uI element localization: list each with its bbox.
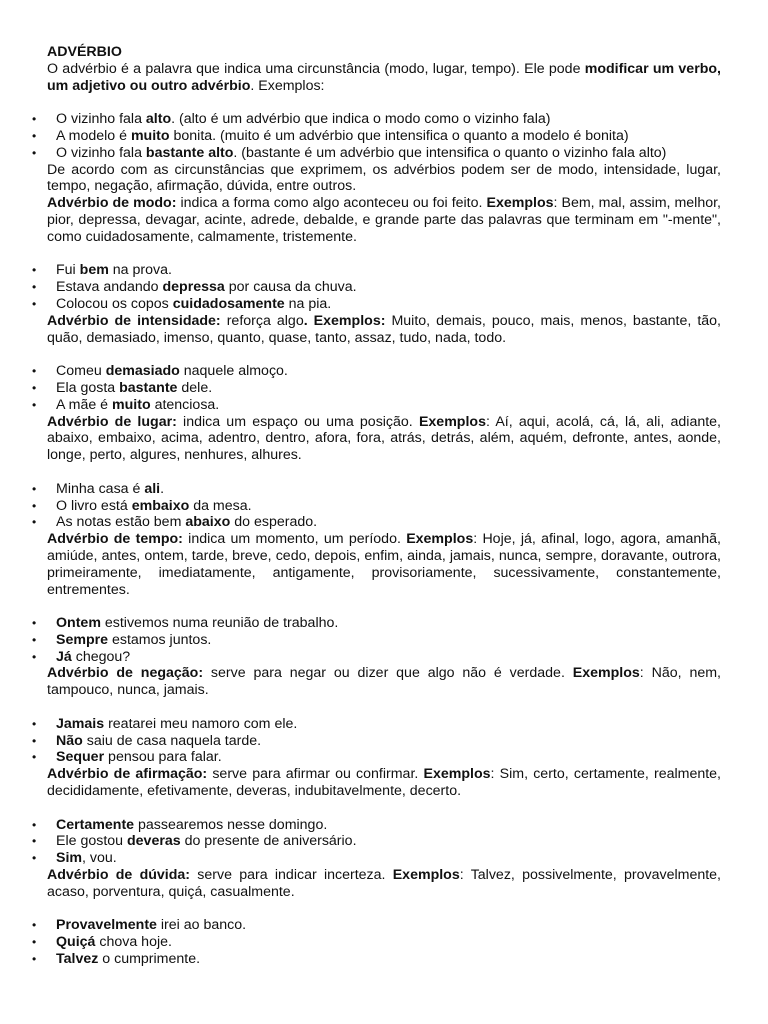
- bold-text: Exemplos: [486, 195, 554, 212]
- list-item: [32, 363, 721, 380]
- section-description: [47, 313, 721, 347]
- text-run: Fui: [56, 262, 80, 279]
- text-run: na pia.: [284, 295, 332, 312]
- bullet-icon: •: [32, 263, 37, 278]
- list-item: [32, 648, 721, 666]
- text-run: do presente de aniversário.: [180, 833, 357, 850]
- list-item: [32, 127, 721, 145]
- text-run: As notas estão bem: [56, 514, 186, 531]
- text-run: O vizinho fala: [56, 111, 146, 128]
- bullet-icon: •: [32, 952, 37, 967]
- text-run: estivemos numa reunião de trabalho.: [100, 615, 339, 632]
- text-run: chegou?: [71, 648, 131, 665]
- bold-text: Quiçá: [56, 934, 96, 951]
- bold-text: demasiado: [105, 363, 180, 380]
- bullet-icon: •: [32, 280, 37, 295]
- text-run: De acordo com as circunstâncias que exprimem, os advérbios podem ser de modo, intensidade, lugar, tempo, negação, afirmação, dúvida, entre outros.: [47, 161, 721, 195]
- section-description: [47, 531, 721, 598]
- example-bullet-list: [32, 480, 721, 531]
- section-description: [47, 414, 721, 464]
- text-run: da mesa.: [189, 497, 252, 514]
- text-run: A mãe é: [56, 396, 112, 413]
- text-run: : Aí, aqui, acolá, cá, lá, ali, adiante, abaixo, embaixo, acima, adentro, dentro, afora, fora, atrás, detrás, além, aquém, defronte, antes, aonde, longe, perto, algures, nenhures, alhures.: [47, 413, 721, 464]
- bullet-icon: •: [32, 649, 37, 664]
- text-run: estamos juntos.: [108, 631, 212, 648]
- text-run: Estava andando: [56, 279, 163, 296]
- list-item: [32, 379, 721, 397]
- example-bullet-list: [32, 917, 721, 968]
- text-run: O livro está: [56, 497, 132, 514]
- list-item: [32, 715, 721, 733]
- bullet-icon: •: [32, 481, 37, 496]
- bold-text: muito: [130, 127, 170, 144]
- bullet-icon: •: [32, 918, 37, 933]
- text-run: . (alto é um advérbio que indica o modo como o vizinho fala): [171, 111, 551, 128]
- bold-text: Provavelmente: [56, 917, 157, 934]
- text-run: Comeu: [56, 363, 106, 380]
- text-run: o cumprimente.: [98, 951, 201, 968]
- list-item: [32, 816, 721, 834]
- text-run: passearemos nesse domingo.: [134, 816, 328, 833]
- bold-text: Advérbio de tempo:: [47, 531, 183, 548]
- text-run: por causa da chuva.: [224, 279, 357, 296]
- bold-text: Advérbio de lugar:: [47, 413, 177, 430]
- example-bullet-list: [32, 262, 721, 312]
- list-item: [32, 732, 721, 750]
- bullet-icon: •: [32, 112, 37, 127]
- bullet-icon: •: [32, 397, 37, 412]
- text-run: serve para afirmar ou confirmar.: [207, 766, 424, 783]
- spacer: [47, 246, 721, 263]
- bold-text: alto: [145, 111, 172, 128]
- text-run: .: [160, 480, 165, 497]
- text-run: indica a forma como algo aconteceu ou foi feito.: [176, 195, 487, 212]
- list-item: [32, 111, 721, 128]
- bullet-icon: •: [32, 515, 37, 530]
- text-run: Muito, demais, pouco, mais, menos, bastante, tão, quão, demasiado, imenso, quanto, quase, tanto, assaz, tudo, nada, todo.: [47, 312, 721, 346]
- text-run: : Talvez, possivelmente, provavelmente, acaso, porventura, quiçá, casualmente.: [47, 867, 721, 900]
- text-run: : Bem, mal, assim, melhor, pior, depressa, devagar, acinte, adrede, debalde, e grande parte das palavras que terminam em "-mente", como cuidadosamente, calmamente, tristemente.: [47, 195, 722, 245]
- spacer: [47, 346, 721, 363]
- bold-text: Sequer: [56, 749, 105, 766]
- text-run: dele.: [177, 379, 213, 396]
- intro-bullet-list: [32, 111, 721, 161]
- spacer: [47, 464, 721, 481]
- example-bullet-list: [32, 715, 721, 766]
- bold-text: depressa: [162, 279, 225, 296]
- spacer: [47, 901, 721, 918]
- text-run: , vou.: [82, 850, 117, 867]
- text-run: chova hoje.: [95, 934, 172, 951]
- text-run: atenciosa.: [150, 396, 220, 413]
- list-item: [32, 951, 721, 968]
- bold-text: Talvez: [56, 951, 99, 968]
- text-run: saiu de casa naquela tarde.: [82, 732, 262, 749]
- bold-text: deveras: [127, 833, 181, 850]
- text-run: O advérbio é a palavra que indica uma circunstância (modo, lugar, tempo). Ele pode: [47, 60, 585, 77]
- bold-text: embaixo: [131, 497, 190, 514]
- bullet-icon: •: [32, 296, 37, 311]
- text-run: : Hoje, já, afinal, logo, agora, amanhã, amiúde, antes, ontem, tarde, breve, cedo, depois, enfim, ainda, jamais, nunca, sempre, doravante, outrora, primeiramente, imediatamente, antigamente, provisoriamente, sucessivamente, constantemente, entrementes.: [47, 531, 721, 598]
- bold-text: Advérbio de intensidade:: [47, 312, 221, 329]
- list-item: [32, 615, 721, 632]
- bullet-icon: •: [32, 935, 37, 950]
- text-run: indica um momento, um período.: [182, 531, 407, 548]
- text-run: naquele almoço.: [179, 363, 288, 380]
- list-item: [32, 934, 721, 951]
- section-description: [47, 665, 721, 699]
- list-item: [32, 850, 721, 867]
- text-run: : Sim, certo, certamente, realmente, decididamente, efetivamente, deveras, indubitavelmente, decerto.: [47, 766, 721, 800]
- text-run: A modelo é: [56, 127, 131, 144]
- text-run: do esperado.: [230, 514, 318, 531]
- bold-text: Sim: [56, 850, 83, 867]
- classification-paragraph: [47, 162, 721, 196]
- list-item: [32, 514, 721, 531]
- text-run: Ele gostou: [56, 833, 127, 850]
- bold-text: Exemplos: [423, 766, 491, 783]
- bold-text: Certamente: [56, 816, 135, 833]
- list-item: [32, 749, 721, 766]
- bold-text: abaixo: [185, 514, 231, 531]
- document-content: [32, 44, 722, 968]
- spacer: [47, 94, 721, 111]
- text-run: irei ao banco.: [156, 917, 247, 934]
- list-item: [32, 279, 721, 296]
- list-item: [32, 631, 721, 649]
- bold-text: Já: [56, 648, 72, 665]
- bold-text: Não: [56, 732, 83, 749]
- bold-text: Exemplos: [572, 665, 640, 682]
- bold-text: ali: [144, 480, 161, 497]
- list-item: [32, 480, 721, 498]
- bold-text: . Exemplos:: [303, 312, 386, 329]
- section-description: [47, 195, 721, 245]
- bold-text: muito: [112, 396, 151, 413]
- bullet-icon: •: [32, 716, 37, 731]
- bullet-icon: •: [32, 380, 37, 395]
- list-item: [32, 396, 721, 414]
- bullet-icon: •: [32, 632, 37, 647]
- bold-text: Advérbio de negação:: [47, 665, 204, 682]
- bullet-icon: •: [32, 498, 37, 513]
- bold-text: Exemplos: [418, 413, 486, 430]
- bullet-icon: •: [32, 834, 37, 849]
- list-item: [32, 833, 721, 850]
- text-run: pensou para falar.: [104, 749, 222, 766]
- text-run: indica um espaço ou uma posição.: [176, 413, 419, 430]
- text-run: : Não, nem, tampouco, nunca, jamais.: [47, 665, 721, 699]
- section-description: [47, 867, 721, 901]
- bullet-icon: •: [32, 750, 37, 765]
- text-run: reforça algo: [220, 312, 304, 329]
- list-item: [32, 144, 721, 162]
- bold-text: Exemplos: [392, 867, 460, 884]
- bold-text: bastante: [119, 379, 178, 396]
- example-bullet-list: [32, 816, 721, 867]
- bullet-icon: •: [32, 128, 37, 143]
- bullet-icon: •: [32, 733, 37, 748]
- intro-paragraph: [47, 61, 721, 95]
- bullet-icon: •: [32, 851, 37, 866]
- bold-text: Ontem: [56, 615, 101, 632]
- text-run: serve para indicar incerteza.: [190, 867, 393, 884]
- bold-text: Exemplos: [406, 531, 474, 548]
- spacer: [47, 598, 721, 615]
- text-run: reatarei meu namoro com ele.: [104, 715, 298, 732]
- text-run: Colocou os copos: [56, 295, 173, 312]
- list-item: [32, 497, 721, 515]
- bullet-icon: •: [32, 817, 37, 832]
- list-item: [32, 917, 721, 934]
- text-run: na prova.: [108, 262, 172, 279]
- text-run: Minha casa é: [56, 480, 145, 497]
- list-item: [32, 295, 721, 313]
- text-run: bonita. (muito é um advérbio que intensifica o quanto a modelo é bonita): [169, 127, 629, 144]
- adverb-sections: [32, 195, 722, 968]
- text-run: serve para negar ou dizer que algo não é verdade.: [203, 665, 573, 682]
- bullet-icon: •: [32, 616, 37, 631]
- bold-text: bastante alto: [145, 144, 234, 161]
- spacer: [47, 699, 721, 716]
- text-run: O vizinho fala: [56, 144, 146, 161]
- bold-text: Advérbio de modo:: [47, 195, 177, 212]
- bold-text: modificar um verbo, um adjetivo ou outro advérbio: [47, 60, 721, 94]
- document-title: ADVÉRBIO: [47, 44, 122, 60]
- bold-text: cuidadosamente: [172, 295, 285, 312]
- bullet-icon: •: [32, 364, 37, 379]
- example-bullet-list: [32, 363, 721, 413]
- example-bullet-list: [32, 615, 721, 665]
- spacer: [47, 800, 721, 817]
- text-run: . Exemplos:: [250, 77, 325, 94]
- bold-text: bem: [79, 262, 109, 279]
- bold-text: Jamais: [56, 715, 105, 732]
- list-item: [32, 262, 721, 279]
- text-run: Ela gosta: [56, 379, 120, 396]
- section-description: [47, 766, 721, 800]
- bold-text: Advérbio de afirmação:: [47, 766, 208, 783]
- text-run: . (bastante é um advérbio que intensifica o quanto o vizinho fala alto): [233, 144, 667, 161]
- bold-text: Advérbio de dúvida:: [47, 867, 191, 884]
- bold-text: Sempre: [56, 631, 109, 648]
- bullet-icon: •: [32, 145, 37, 160]
